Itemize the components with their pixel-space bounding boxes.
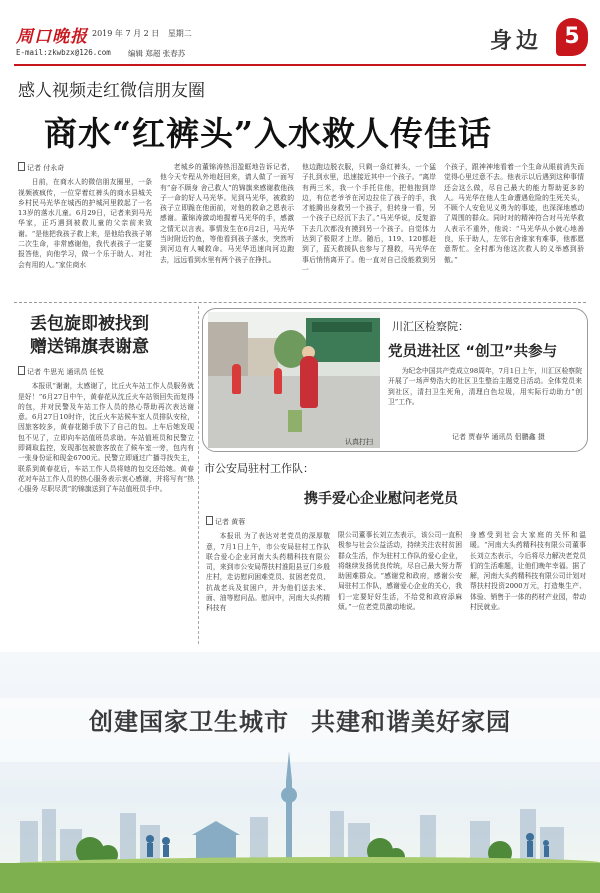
slogan-left: 创建国家卫生城市: [89, 707, 289, 736]
header-rule: [14, 64, 586, 66]
story3-kicker: 川汇区检察院：: [392, 320, 469, 333]
story2-body: [18, 366, 194, 646]
public-service-banner: [0, 652, 600, 893]
photo-caption: 认真打扫: [345, 438, 373, 446]
story4-text-2: 限公司董事长刘立杰表示，该公司一直积极参与社会公益活动，持续关注农村贫困群众生活，作为驻村工作队的爱心企业，将继续发扬优良传统，尽自己最大努力帮助困难群众。“感谢党和政府，感谢公安局驻村工作队，感谢爱心企业的关心，我们一定要好好生活，不给党和政府添麻烦。”一位老党员激动地说。: [338, 531, 462, 612]
section-divider: [14, 302, 586, 303]
banner-slogan: [0, 702, 600, 737]
story4-column-2: [338, 530, 462, 644]
story1-column-1: [18, 162, 152, 302]
column-divider: [198, 306, 199, 644]
city-skyline-illustration: [0, 751, 600, 871]
editor-credit: 编辑 郑超 张春苏: [128, 49, 186, 58]
story1-text-3: 他边跑边脱衣服，只剩一条红裤头，一个猛子扎到水里，迅速接近其中一个孩子。“离岸有两三米，我一个手托住他，把他抱到岸边，有位老爷爷在河边拉住了孩子的手，我才能腾出身救另一个孩子，但转身一看，另一个孩子已经沉下去了。”马光华说，反复游下去几次都没有摸到另一个孩子。自觉体力达到了极限才上岸。随后，119、120都赶到了，蓝天救援队也参与了搜救，马光华在事后悄悄离开了。他一直对自己没能救到另一: [302, 163, 436, 274]
issue-date: [92, 28, 198, 39]
story4-text-3: 身感受到社会大家庭的关怀和温暖。“河南大头药精科技有限公司董事长刘立杰表示，今后将尽力解决老党员们的生活难题，让他们晚年幸福。据了解，河南大头药精科技有限公司计划对帮扶村投资2000万元，打造集生产、体验、销售于一体的药材产业园，带动村民就业。: [470, 531, 586, 612]
page-header: [0, 0, 600, 68]
story4-text-1: 本报讯 为了表达对老党员的深厚敬意，7月1日上午，市公安局驻村工作队联合爱心企业河南大头药精科技有限公司，来到市公安局帮扶村淮阳县豆门乡殷庄村，走访慰问困难党员、贫困老党员、抗战老兵及贫困户，并为他们送去米、面、油等慰问品。慰问中，河南大头药精科技有: [206, 532, 330, 613]
story4-kicker: 市公安局驻村工作队：: [204, 462, 314, 475]
story2-text: 本报讯“谢谢，太感谢了，比丘火车站工作人员服务就是好！”6月27日中午，黄春花从沈丘火车站领回失而复得的包，并对民警及车站工作人员的热心帮助再次表达谢意。6月27日10时许，沈丘火车站候车室人员排队安检，因旅客较多，黄春花随手放下了自己的包。上车后她发现包不见了，立即向车站值班员求助。车站值班员和民警立即调取监控，发现那包被旅客放在了候车室一旁，包内有一张身份证和现金6700元。民警立即通过广播寻找失主，联系到黄春花后，车站工作人员将她的包交还给她。黄春花对车站工作人员的热心服务表示衷心感谢，并将写有“热心服务 尽职尽责”的锦旗送到了车站值班员手中。: [18, 382, 194, 494]
story2-headline: [30, 313, 149, 359]
page-number-badge: 5: [556, 18, 588, 56]
story1-column-4: [444, 162, 584, 302]
story1-byline: 记者 付永奇: [18, 162, 152, 173]
weekday: 星期二: [167, 29, 192, 38]
story1-headline: 商水“红裤头”入水救人传佳话: [44, 114, 492, 153]
masthead-logo: 周口晚报: [16, 27, 88, 47]
story2-headline-line2: 赠送锦旗表谢意: [30, 337, 149, 357]
section-title: 身边: [490, 28, 543, 54]
slogan-right: 共建和谐美好家园: [311, 707, 511, 736]
story4-column-1: [206, 516, 330, 644]
cleanup-photo: [208, 312, 380, 448]
story2-headline-line1: 丢包旋即被找到: [30, 314, 149, 334]
story1-column-2: [160, 162, 294, 302]
story3-body: [388, 366, 582, 422]
story1-column-3: [302, 162, 436, 302]
story4-byline: 记者 黄蓉: [206, 516, 330, 527]
story2-byline: 记者 牛思光 通讯员 任悦: [18, 366, 194, 377]
story4-column-3: [470, 530, 586, 644]
story1-text-2: 老城乡的董锦涛热泪盈眶地告诉记者，他今天专程从外地赶回来，请人做了一面写有“奋不顾身 舍己救人”的锦旗来感谢救他孩子一命的好人马光华。见到马光华，被救的孩子立即跪在他面前，对他的救命之恩表示感谢。董锦涛激动地握着马光华的手，感激之情无以言表。事情发生在6月2日，马光华当时附近钓鱼，等他看到孩子落水，突然听到河边有人喊救命。马光华迅速向河边跑去，远远看到水里有两个孩子在挣扎。: [160, 163, 294, 264]
story1-text-1: 日前，在商水人的微信朋友圈里，一条视频被疯传，一位穿着红裤头的商水县城关乡村民马光华在城西的护城河里救起了一名13岁的落水儿童。6月29日，记者来到马光华家，正巧遇到被救儿童的父亲前来致谢。“是他把我孩子救上来，是他给我孩子第二次生命，非常感谢他，我代表孩子一定要报答他，向他学习，做一个乐于助人、对社会有用的人。”家住商水: [18, 178, 152, 269]
banner-ground: [0, 863, 600, 893]
story3-byline: 记者 贾春华 通讯员 侣鹏鑫 摄: [452, 433, 545, 441]
story1-kicker: 感人视频走红微信朋友圈: [18, 81, 205, 101]
story3-text: 为纪念中国共产党成立98周年，7月1日上午，川汇区检察院开展了一场声势浩大的社区卫生整治主题党日活动。全体党员来到社区，清扫卫生死角，清理白色垃圾，用实际行动助力“创卫”工作。: [388, 367, 582, 406]
date: 2019 年 7 月 2 日: [92, 29, 160, 38]
story4-headline: 携手爱心企业慰问老党员: [304, 491, 458, 507]
contact-email[interactable]: E-mail:zkwbzx@126.com: [16, 48, 111, 57]
story1-text-4: 个孩子，跟神神地看着一个生命从眼前消失而觉得心里过意不去。他表示以后遇到这种事情还会这么做，尽自己最大的能力帮助更多的人。马光华在他人生命遭遇危险的生死关头，不顾个人安危见义勇为的事迹，也深深地感动了周围的群众。同时对的精神符合对马光华救人表示不重外，他说：“马光华从小就心地善良，乐于助人，左邻右舍谁家有难事，他都愿意帮忙。全村都为他这次救人的义举感到骄傲。”: [444, 163, 584, 264]
story3-headline: 党员进社区 “创卫”共参与: [388, 344, 558, 360]
